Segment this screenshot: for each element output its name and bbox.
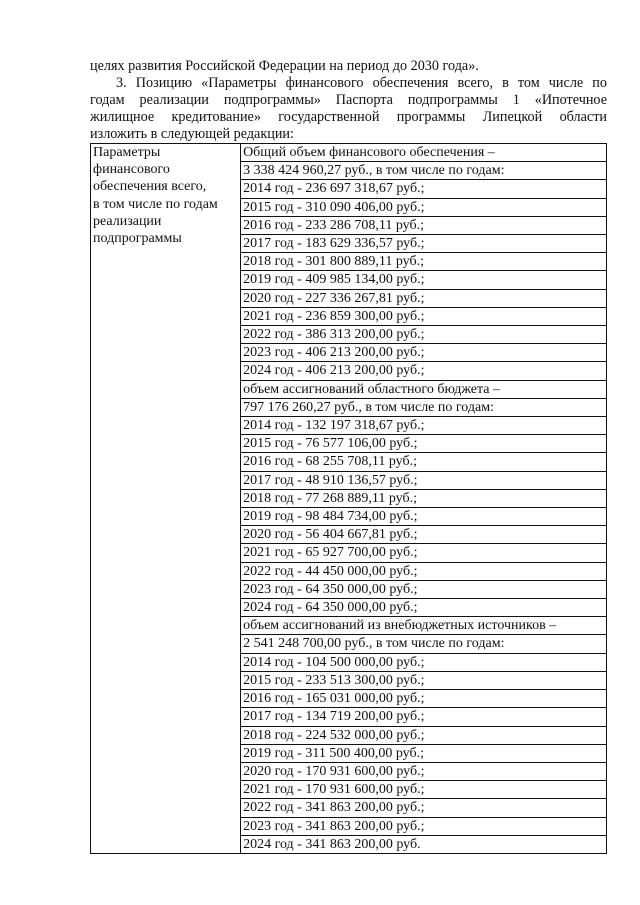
value-line: 2021 год - 236 859 300,00 руб.; [241,308,606,326]
intro-line-4: жилищное кредитование» государственной программы Липецкой области [90,109,607,125]
value-line: 2014 год - 132 197 318,67 руб.; [241,417,606,435]
intro-line-1: целях развития Российской Федерации на период до 2030 года». [90,58,479,74]
intro-line-5: изложить в следующей редакции: [90,126,294,142]
document-page [90,58,607,854]
parameters-label-cell [91,144,241,854]
value-line: 2017 год - 134 719 200,00 руб.; [241,708,606,726]
value-line: 797 176 260,27 руб., в том числе по годам: [241,399,606,417]
value-line: 2014 год - 104 500 000,00 руб.; [241,654,606,672]
value-line: 2021 год - 170 931 600,00 руб.; [241,781,606,799]
value-line: 2023 год - 64 350 000,00 руб.; [241,581,606,599]
value-line: 2 541 248 700,00 руб., в том числе по годам: [241,635,606,653]
financing-table-row [91,144,607,854]
intro-line-3: годам реализации подпрограммы» Паспорта подпрограммы 1 «Ипотечное [90,92,607,108]
value-line: 2024 год - 406 213 200,00 руб.; [241,362,606,380]
value-line: 2016 год - 233 286 708,11 руб.; [241,217,606,235]
value-line: 2022 год - 386 313 200,00 руб.; [241,326,606,344]
value-line: 2022 год - 44 450 000,00 руб.; [241,563,606,581]
label-line: в том числе по годам [93,196,218,212]
value-line: 2021 год - 65 927 700,00 руб.; [241,544,606,562]
label-line: реализации [93,213,162,229]
value-line: 2022 год - 341 863 200,00 руб.; [241,799,606,817]
value-line: объем ассигнований областного бюджета – [241,381,606,399]
value-line: 2020 год - 227 336 267,81 руб.; [241,290,606,308]
value-line: 2023 год - 406 213 200,00 руб.; [241,344,606,362]
value-line: 2024 год - 341 863 200,00 руб. [243,836,421,852]
value-line: 2017 год - 48 910 136,57 руб.; [241,472,606,490]
value-line: 2018 год - 224 532 000,00 руб.; [241,727,606,745]
value-line: 2015 год - 310 090 406,00 руб.; [241,199,606,217]
value-line: 2015 год - 233 513 300,00 руб.; [241,672,606,690]
value-line: 2018 год - 77 268 889,11 руб.; [241,490,606,508]
value-line: 2014 год - 236 697 318,67 руб.; [241,180,606,198]
parameters-values-cell [241,144,607,854]
value-line: объем ассигнований из внебюджетных источников – [241,617,606,635]
value-line: 2019 год - 409 985 134,00 руб.; [241,271,606,289]
value-line: 2016 год - 68 255 708,11 руб.; [241,453,606,471]
value-line: 2020 год - 170 931 600,00 руб.; [241,763,606,781]
value-line: 2015 год - 76 577 106,00 руб.; [241,435,606,453]
value-line: 3 338 424 960,27 руб., в том числе по годам: [241,162,606,180]
value-line: 2016 год - 165 031 000,00 руб.; [241,690,606,708]
intro-text [90,58,607,143]
label-line: Параметры [93,145,161,160]
value-line: 2024 год - 64 350 000,00 руб.; [241,599,606,617]
value-line: 2019 год - 311 500 400,00 руб.; [241,745,606,763]
value-line: 2020 год - 56 404 667,81 руб.; [241,526,606,544]
value-line: 2018 год - 301 800 889,11 руб.; [241,253,606,271]
label-line: подпрограммы [93,231,182,247]
value-line: Общий объем финансового обеспечения – [241,144,606,162]
value-line: 2023 год - 341 863 200,00 руб.; [241,818,606,836]
intro-line-2: 3. Позицию «Параметры финансового обеспечения всего, в том числе по [116,75,607,91]
value-line: 2019 год - 98 484 734,00 руб.; [241,508,606,526]
label-line: обеспечения всего, [93,179,207,195]
label-line: финансового [93,162,170,178]
financing-table [90,143,607,854]
value-line: 2017 год - 183 629 336,57 руб.; [241,235,606,253]
